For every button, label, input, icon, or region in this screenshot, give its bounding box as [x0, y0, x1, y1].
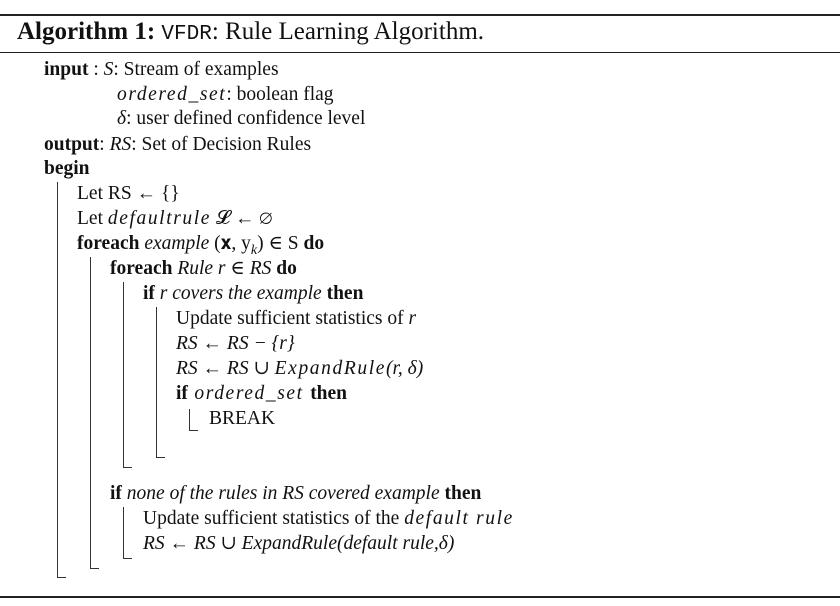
update-default-line	[143, 507, 514, 531]
if1-keyword: if	[143, 283, 155, 304]
input-1-text: : Stream of examples	[113, 59, 279, 80]
foreach-example-bar	[90, 257, 91, 569]
input-line-3	[117, 107, 365, 131]
let-rs-line: Let RS ← {}	[77, 183, 180, 204]
begin-block-bar	[57, 182, 58, 578]
algorithm-label: Algorithm 1:	[17, 18, 156, 45]
if3-then: then	[444, 483, 482, 504]
if2-var: ordered_set	[187, 383, 311, 404]
foreach2-it: Rule r ∈ RS	[172, 258, 277, 279]
update1-text: Update sufficient statistics of	[176, 308, 409, 329]
output-keyword: output	[44, 134, 100, 155]
if-ordered-bar	[189, 409, 190, 431]
update2-text: Update sufficient statistics of the	[143, 508, 405, 529]
begin-keyword: begin	[44, 158, 90, 179]
input-2-text: : boolean flag	[226, 84, 334, 105]
let2-post: 𝓛 ← ∅	[211, 208, 273, 229]
bottom-rule	[0, 596, 840, 598]
rs-final-line	[143, 532, 454, 556]
algorithm-title-rest: : Rule Learning Algorithm.	[211, 18, 485, 45]
if-covers-bar	[156, 307, 157, 458]
if-covers-line	[143, 282, 363, 306]
input-line-2	[117, 83, 334, 107]
if2-keyword: if	[176, 383, 188, 404]
output-line	[44, 133, 311, 157]
if-covers-end	[156, 457, 165, 458]
rs-union-args: (r, δ)	[385, 358, 424, 379]
title-rule	[0, 52, 840, 53]
foreach1-post: ) ∈ S	[257, 233, 304, 254]
rs-final-pre: RS ← RS ∪	[143, 533, 242, 554]
if2-then: then	[310, 383, 348, 404]
begin-line	[44, 157, 90, 181]
foreach-example-end	[90, 568, 99, 569]
foreach2-keyword: foreach	[110, 258, 173, 279]
top-rule	[0, 14, 840, 16]
rs-union-pre: RS ← RS ∪	[176, 358, 275, 379]
update-stats-line	[176, 307, 416, 331]
algorithm-title	[17, 17, 484, 50]
input-3-text: : user defined confidence level	[126, 108, 366, 129]
output-var: RS	[109, 134, 132, 155]
foreach-rule-line	[110, 257, 297, 281]
if-none-end	[123, 558, 132, 559]
break-line: BREAK	[209, 408, 276, 429]
if3-it: none of the rules in RS covered example	[121, 483, 445, 504]
foreach1-do: do	[303, 233, 325, 254]
foreach-rule-bar	[123, 282, 124, 468]
foreach1-sub: k	[250, 242, 258, 258]
update1-var: r	[408, 308, 417, 329]
if1-then: then	[326, 283, 364, 304]
input-1-var: S	[103, 59, 114, 80]
foreach1-it: example	[139, 233, 215, 254]
foreach1-keyword: foreach	[77, 233, 140, 254]
foreach-example-line	[77, 232, 324, 256]
output-sep: :	[99, 134, 110, 155]
input-2-var: ordered_set	[117, 84, 227, 105]
foreach-rule-end	[123, 467, 132, 468]
update2-var: default rule	[404, 508, 514, 529]
let2-pre: Let	[77, 208, 108, 229]
input-3-var: δ	[117, 108, 127, 129]
begin-block-end	[57, 577, 66, 578]
rs-minus-text: RS ← RS − {r}	[176, 333, 295, 354]
if3-keyword: if	[110, 483, 122, 504]
input-sep: :	[88, 59, 104, 80]
if-ordered-line	[176, 382, 347, 406]
rs-minus-line	[176, 332, 295, 356]
foreach2-do: do	[276, 258, 297, 279]
algorithm-name: VFDR	[161, 23, 212, 46]
let2-var: defaultrule	[107, 208, 212, 229]
rs-final-it: ExpandRule(default rule,δ)	[241, 533, 455, 554]
if1-it: r covers the example	[154, 283, 327, 304]
input-keyword: input	[44, 59, 89, 80]
rs-union-line	[176, 357, 423, 381]
output-text: : Set of Decision Rules	[131, 134, 312, 155]
if-ordered-end	[189, 430, 198, 431]
let-default-line	[77, 207, 272, 231]
if-none-bar	[123, 507, 124, 559]
foreach1-mid: (𝐱, y	[214, 233, 251, 254]
input-line	[44, 58, 279, 82]
rs-union-fn: ExpandRule	[274, 358, 386, 379]
if-none-line	[110, 482, 481, 506]
